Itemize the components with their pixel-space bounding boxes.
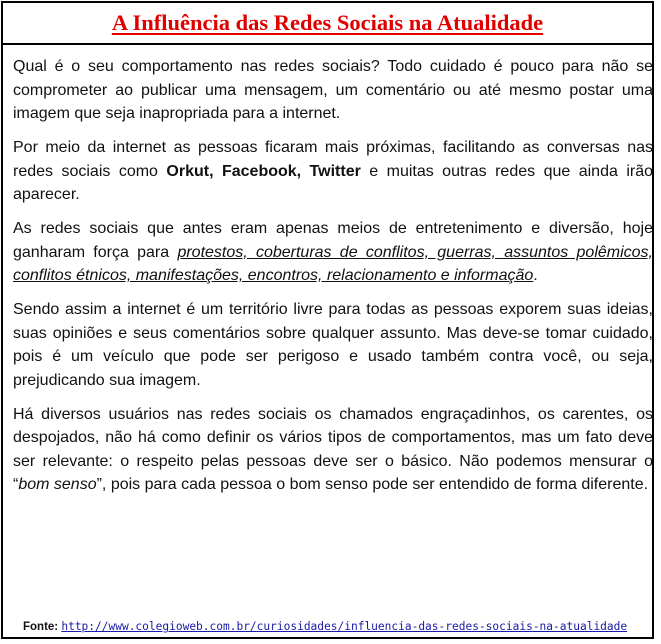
paragraph-5-text-start: Há diversos usuários nas redes sociais os chamados engraçadinhos, os carentes, os despojados, não há como definir os vários tipos de comportamentos, mas um fato deve ser relevante: o respeito pelas pessoas deve ser o básico. Não podemos mensurar o “: [13, 405, 653, 493]
paragraph-3-text-start: As redes sociais que antes eram apenas meios de entretenimento e diversão, hoje ganharam força para: [13, 220, 653, 261]
page-title: A Influência das Redes Sociais na Atualidade: [111, 10, 544, 35]
paragraph-3: [13, 217, 653, 288]
bom-senso-emphasis: bom senso: [18, 476, 97, 493]
article-body: [13, 55, 653, 497]
paragraph-2-text-end: e muitas outras redes que ainda irão aparecer.: [13, 162, 653, 203]
source-label: Fonte:: [23, 621, 59, 633]
document-frame: [1, 1, 654, 639]
source-line: [23, 619, 627, 635]
paragraph-4: Sendo assim a internet é um território livre para todas as pessoas exporem suas ideias, suas opiniões e seus comentários sobre qualquer assunto. Mas deve-se tomar cuidado, pois é um veículo que pode ser perigoso e usado também contra você, ou seja, prejudicando sua imagem.: [13, 301, 653, 389]
paragraph-3-text-end: .: [533, 267, 538, 284]
uses-list-emphasis: protestos, coberturas de conflitos, guerras, assuntos polêmicos, conflitos étnicos, manifestações, encontros, relacionamento e informação: [13, 243, 654, 284]
title-divider: [3, 43, 652, 45]
paragraph-1: Qual é o seu comportamento nas redes sociais? Todo cuidado é pouco para não se comprometer ao publicar uma mensagem, um comentário ou até mesmo postar uma imagem que seja inapropriada para a internet.: [13, 58, 653, 122]
paragraph-2-text-start: Por meio da internet as pessoas ficaram mais próximas, facilitando as conversas nas redes sociais como: [13, 139, 653, 180]
paragraph-2: [13, 136, 653, 207]
paragraph-5-text-end: ”, pois para cada pessoa o bom senso pode ser entendido de forma diferente.: [96, 476, 649, 493]
source-link[interactable]: http://www.colegioweb.com.br/curiosidades/influencia-das-redes-sociais-na-atualidade: [61, 620, 628, 633]
social-networks-names: Orkut, Facebook, Twitter: [166, 162, 361, 180]
paragraph-5: [13, 403, 653, 497]
